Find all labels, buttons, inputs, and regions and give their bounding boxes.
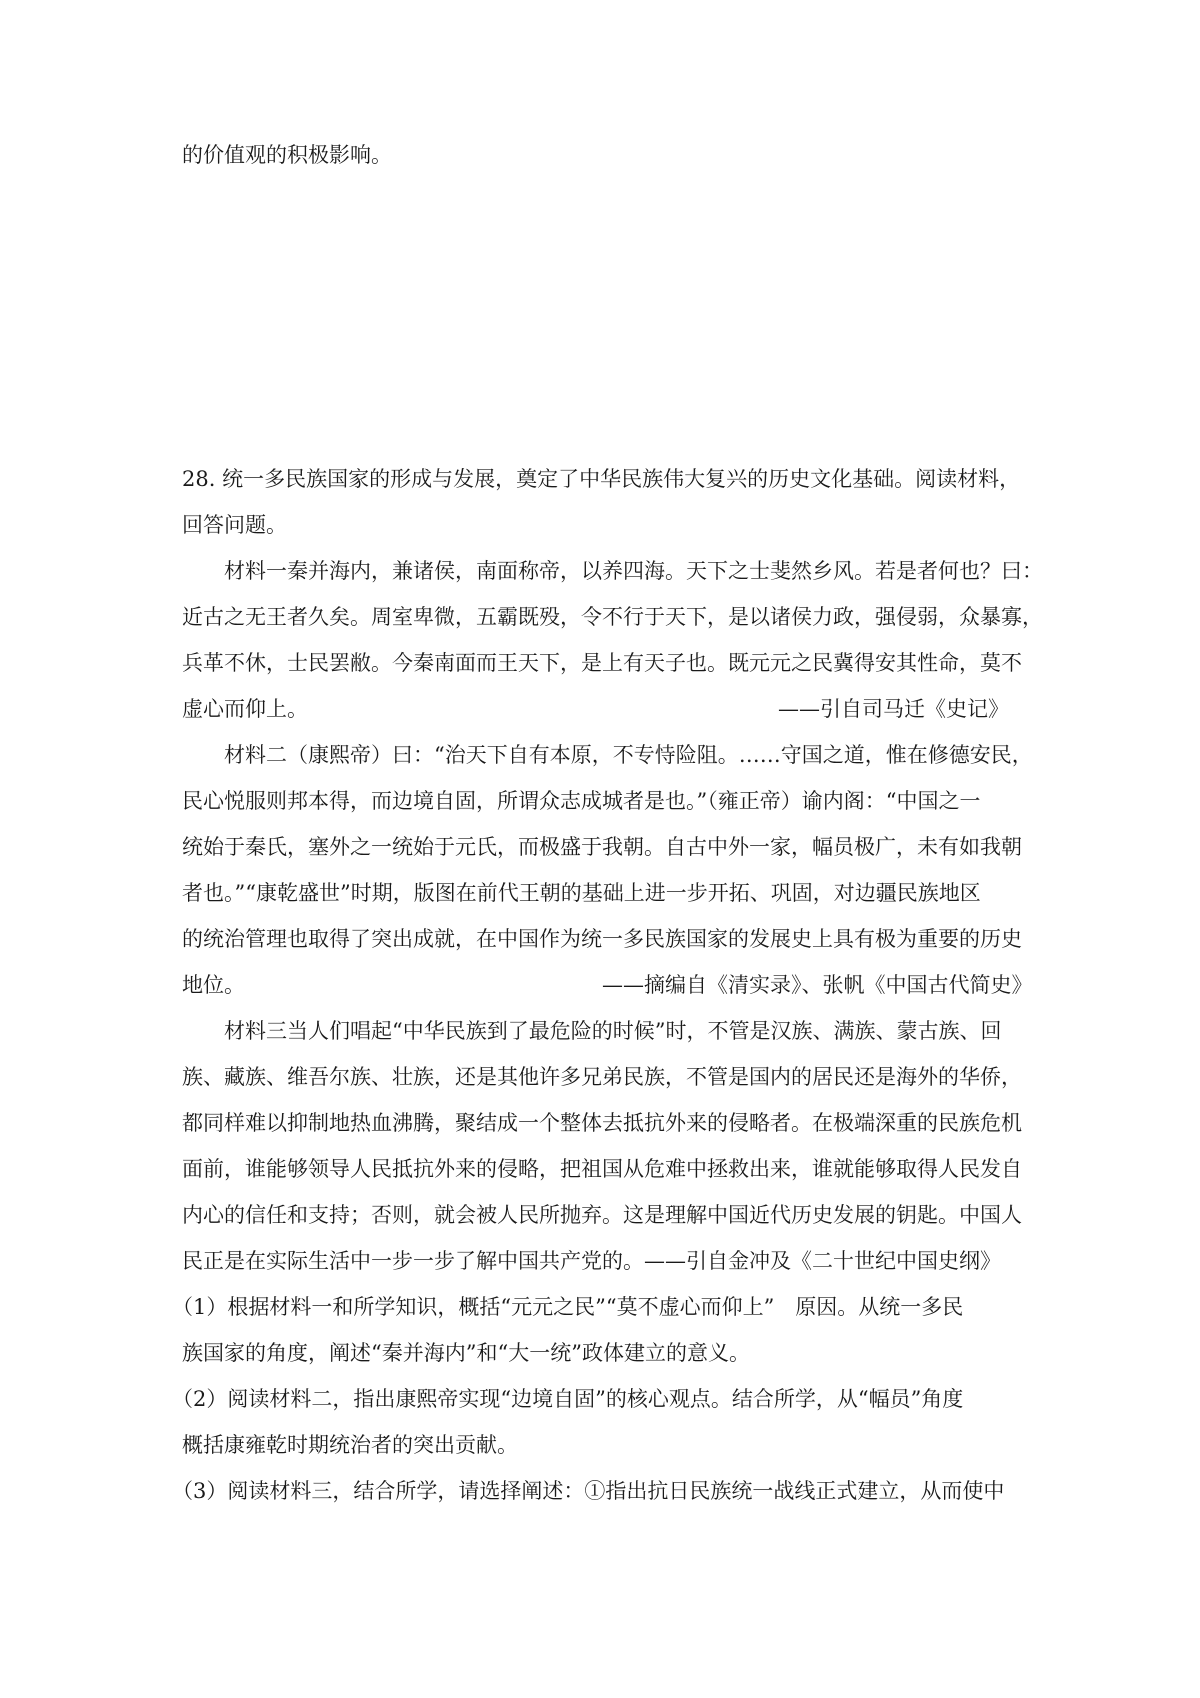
material3-line3: 都同样难以抑制地热血沸腾，聚结成一个整体去抵抗外来的侵略者。在极端深重的民族危机 bbox=[182, 1111, 1022, 1135]
sub-question-3-line1: （3）阅读材料三，结合所学，请选择阐述：①指出抗日民族统一战线正式建立，从而使中 bbox=[172, 1479, 1005, 1503]
material3-line1: 材料三当人们唱起“中华民族到了最危险的时候”时，不管是汉族、满族、蒙古族、回 bbox=[224, 1019, 1002, 1043]
material2-line5: 的统治管理也取得了突出成就，在中国作为统一多民族国家的发展史上具有极为重要的历史 bbox=[182, 927, 1022, 951]
material3-line5: 内心的信任和支持；否则，就会被人民所抛弃。这是理解中国近代历史发展的钥匙。中国人 bbox=[182, 1203, 1022, 1227]
material3-line4: 面前，谁能够领导人民抵抗外来的侵略，把祖国从危难中拯救出来，谁就能够取得人民发自 bbox=[182, 1157, 1022, 1181]
material2-line3: 统始于秦氏，塞外之一统始于元氏，而极盛于我朝。自古中外一家，幅员极广，未有如我朝 bbox=[182, 835, 1022, 859]
sub-question-2-line1: （2）阅读材料二，指出康熙帝实现“边境自固”的核心观点。结合所学，从“幅员”角度 bbox=[172, 1387, 964, 1411]
material2-line6: 地位。 bbox=[182, 973, 245, 997]
material1-source: ——引自司马迁《史记》 bbox=[778, 697, 1009, 721]
material1-line3: 兵革不休，士民罢敝。今秦南面而王天下，是上有天子也。既元元之民冀得安其性命，莫不 bbox=[182, 651, 1022, 675]
material2-line2: 民心悦服则邦本得，而边境自固，所谓众志成城者是也。”（雍正帝）谕内阁：“中国之一 bbox=[182, 789, 981, 813]
question-28-heading-line1: 28. 统一多民族国家的形成与发展，奠定了中华民族伟大复兴的历史文化基础。阅读材料， bbox=[182, 467, 1021, 491]
continuation-text: 的价值观的积极影响。 bbox=[182, 143, 392, 167]
sub-question-1-line1: （1）根据材料一和所学知识，概括“元元之民”“莫不虚心而仰上” 原因。从统一多民 bbox=[172, 1295, 964, 1319]
material1-line1: 材料一秦并海内，兼诸侯，南面称帝，以养四海。天下之士斐然乡风。若是者何也？曰： bbox=[224, 559, 1043, 583]
material1-line2: 近古之无王者久矣。周室卑微，五霸既殁，令不行于天下，是以诸侯力政，强侵弱，众暴寡， bbox=[182, 605, 1043, 629]
sub-question-2-line2: 概括康雍乾时期统治者的突出贡献。 bbox=[182, 1433, 518, 1457]
material2-line1: 材料二（康熙帝）曰：“治天下自有本原，不专恃险阻。……守国之道，惟在修德安民， bbox=[224, 743, 1033, 767]
question-28-heading-line2: 回答问题。 bbox=[182, 513, 287, 537]
sub-question-1-line2: 族国家的角度，阐述“秦并海内”和“大一统”政体建立的意义。 bbox=[182, 1341, 750, 1365]
material2-line4: 者也。”“康乾盛世”时期，版图在前代王朝的基础上进一步开拓、巩固，对边疆民族地区 bbox=[182, 881, 981, 905]
material3-line6: 民正是在实际生活中一步一步了解中国共产党的。——引自金冲及《二十世纪中国史纲》 bbox=[182, 1249, 1001, 1273]
material3-line2: 族、藏族、维吾尔族、壮族，还是其他许多兄弟民族，不管是国内的居民还是海外的华侨， bbox=[182, 1065, 1022, 1089]
material1-line4: 虚心而仰上。 bbox=[182, 697, 308, 721]
material2-source: ——摘编自《清实录》、张帆《中国古代简史》 bbox=[602, 973, 1033, 997]
